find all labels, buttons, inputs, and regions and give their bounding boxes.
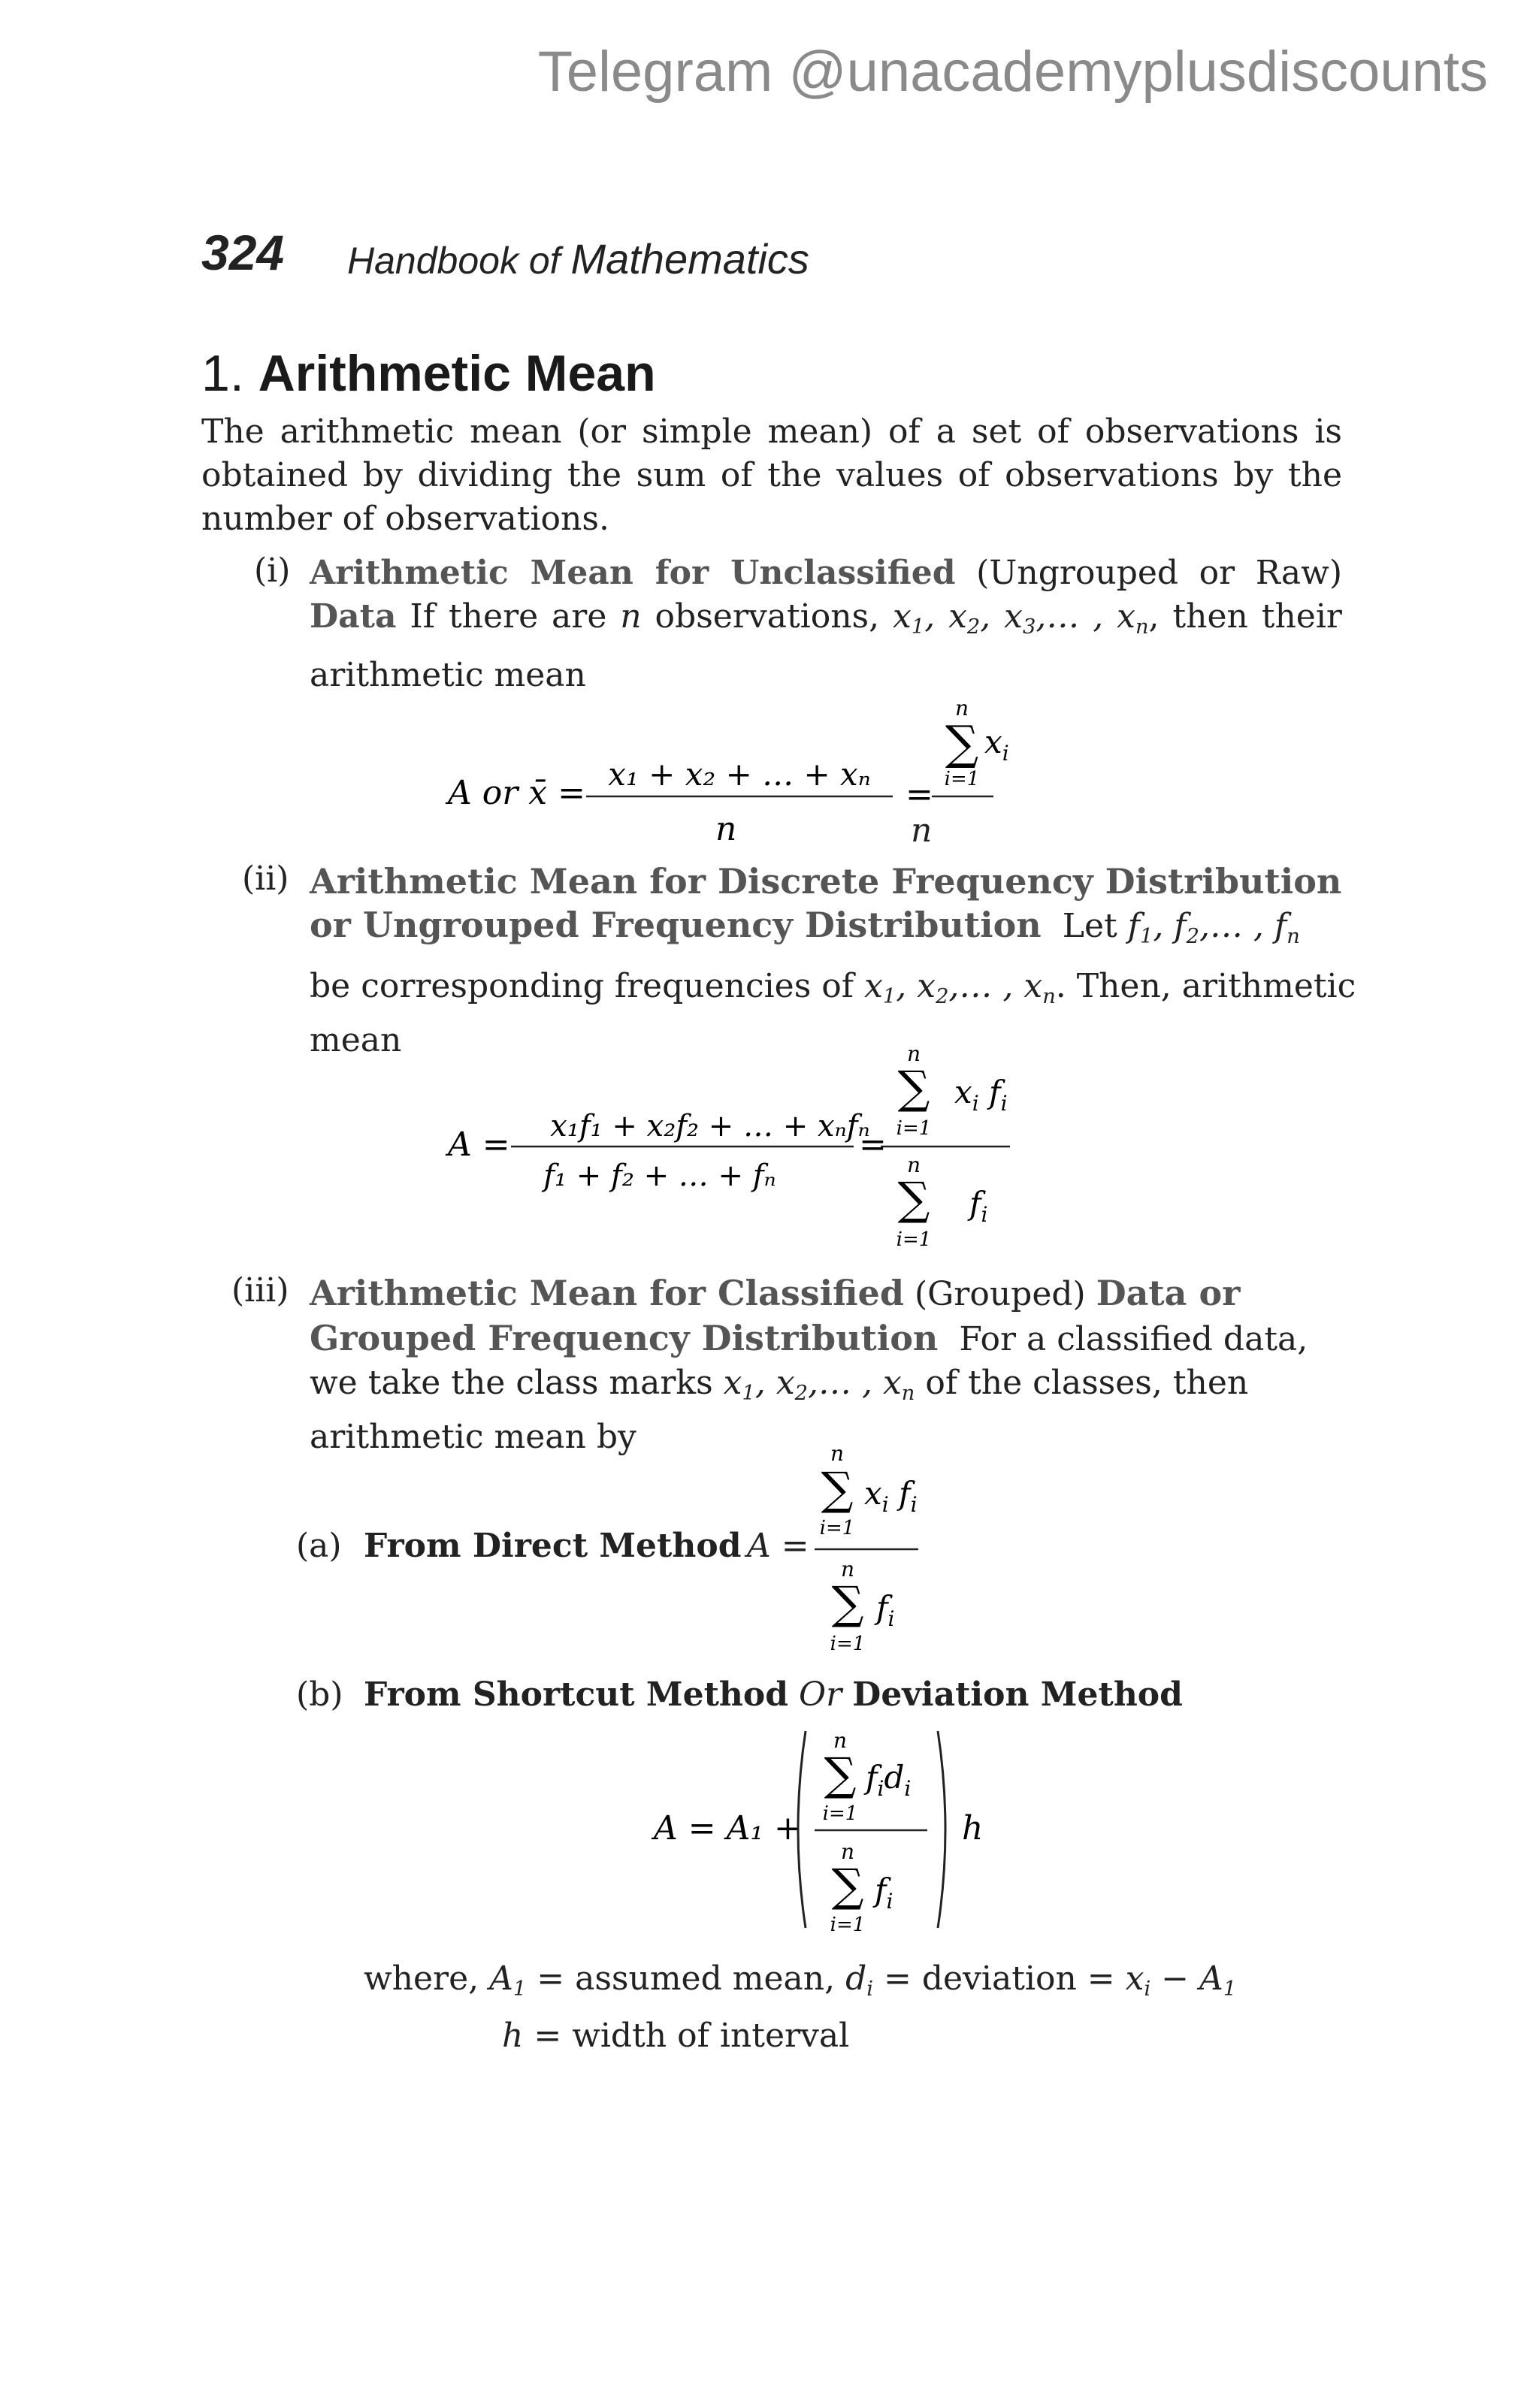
var-n: n	[620, 597, 642, 636]
item-a-title: From Direct Method	[364, 1527, 742, 1565]
item-i-text-a: If there are	[410, 597, 607, 636]
item-i-marker: (i)	[254, 551, 291, 590]
formula-1-equals: =	[906, 775, 933, 814]
formula-2-equals: =	[859, 1125, 887, 1164]
book-title-part-b: Mathematics	[570, 235, 809, 282]
item-ii-title-line-2: or Ungrouped Frequency Distribution	[310, 905, 1042, 945]
item-ii-line-4: mean	[310, 1021, 402, 1060]
intro-line-1: The arithmetic mean (or simple mean) of a set of observations is	[201, 412, 1342, 451]
item-iii-line3-b: of the classes, then	[925, 1364, 1249, 1402]
item-ii-line-2	[310, 903, 1342, 959]
formula-b-right-paren	[938, 1731, 945, 1928]
watermark: Telegram @unacademyplusdiscounts	[537, 40, 1488, 104]
item-iii-line-1	[310, 1271, 1342, 1316]
formula-1-lhs: A or x̄ =	[448, 774, 585, 812]
x-sequence-3: $x_1$, $x_2,\dots$ , $x_n$	[723, 1364, 915, 1406]
x-sequence: $x_1$, $x_2$, $x_3,\dots$ , $x_n$	[893, 597, 1149, 639]
item-ii-marker: (ii)	[242, 860, 289, 898]
item-ii-text	[310, 860, 1356, 1062]
formula-a-sigma2: ∑	[831, 1577, 864, 1630]
item-iii-line-3	[310, 1361, 1342, 1415]
formula-unclassified-mean	[421, 696, 1009, 849]
item-i-title-a: Arithmetic Mean for Unclassified	[310, 554, 956, 592]
where-line-1	[364, 1959, 1236, 2001]
formula-b-h: h	[962, 1809, 984, 1848]
formula-a-xifi: $x_i$ $f_i$	[864, 1475, 918, 1517]
formula-1-denominator-2: n	[911, 811, 933, 850]
formula-1-sigma: ∑	[945, 715, 979, 770]
item-i-line-1	[310, 551, 1342, 595]
formula-2-sigma2-upper: n	[906, 1153, 921, 1177]
book-title	[347, 234, 809, 283]
var-di: $d_i$	[845, 1959, 873, 2002]
item-i-text-c: , then their	[1148, 597, 1342, 636]
formula-2-sigma2: ∑	[897, 1173, 930, 1225]
formula-1-numerator: x₁ + x₂ + … + xₙ	[608, 756, 871, 793]
item-iii-text	[310, 1271, 1342, 1459]
formula-b-sigma-upper: n	[833, 1728, 848, 1753]
formula-a-fi: $f_i$	[876, 1589, 895, 1631]
item-i-text-b: observations,	[655, 597, 880, 636]
where-text-c: = deviation =	[883, 1959, 1115, 1998]
item-i-text	[310, 551, 1342, 697]
x-sequence-2: $x_1$, $x_2,\dots$ , $x_n$	[864, 967, 1056, 1009]
f-sequence: $f_1$, $f_2,\dots$ , $f_n$	[1127, 907, 1300, 949]
formula-1-sigma-lower: i=1	[944, 768, 980, 790]
formula-2-lhs: A =	[448, 1125, 510, 1164]
formula-a-sigma: ∑	[821, 1463, 854, 1515]
item-b-title-a: From Shortcut Method	[364, 1675, 789, 1714]
item-a-lhs: A =	[747, 1527, 809, 1565]
formula-b-fi: $f_i$	[875, 1872, 893, 1914]
formula-b-sigma: ∑	[824, 1748, 857, 1801]
item-ii-title-line-1: Arithmetic Mean for Discrete Frequency Distribution	[310, 861, 1342, 902]
item-a-marker: (a)	[296, 1527, 342, 1565]
item-i-line-2	[310, 595, 1342, 649]
var-h: h	[502, 2017, 524, 2055]
item-iii-title-line-2: Grouped Frequency Distribution	[310, 1318, 939, 1358]
where-text-a: where,	[364, 1959, 479, 1998]
formula-a-sigma-upper: n	[830, 1441, 845, 1466]
item-iii-text-line-2: For a classified data,	[959, 1320, 1308, 1358]
item-ii-line-3	[310, 965, 1356, 1019]
intro-line-3: number of observations.	[201, 500, 609, 538]
var-A1: $A_1$	[489, 1959, 527, 2002]
formula-direct-method	[812, 1443, 939, 1660]
formula-a-sigma2-lower: i=1	[830, 1633, 866, 1655]
formula-1-xi: $x_i$	[984, 724, 1009, 766]
item-b-title-or: Or	[799, 1675, 842, 1714]
item-i-line-3: arithmetic mean	[310, 656, 586, 695]
formula-shortcut-method	[646, 1721, 992, 1938]
section-title: Arithmetic Mean	[258, 345, 656, 402]
item-iii-title-a: Arithmetic Mean for Classified	[310, 1273, 904, 1313]
formula-b-sigma-lower: i=1	[822, 1802, 858, 1825]
item-b-title	[364, 1675, 1183, 1714]
where-line-2	[502, 2017, 849, 2055]
item-iii-line-4: arithmetic mean by	[310, 1418, 636, 1457]
item-iii-title-b: Data or	[1096, 1273, 1241, 1313]
formula-b-lhs: A = A₁ +	[654, 1809, 802, 1848]
item-iii-marker: (iii)	[231, 1271, 289, 1310]
page-number: 324	[201, 225, 285, 280]
item-ii-text-let: Let	[1062, 907, 1117, 945]
formula-a-sigma-lower: i=1	[819, 1517, 855, 1539]
formula-discrete-mean	[421, 1041, 1022, 1262]
item-b-marker: (b)	[296, 1675, 343, 1714]
formula-2-sigma: ∑	[897, 1062, 930, 1114]
item-iii-paren: (Grouped)	[914, 1275, 1086, 1313]
section-heading	[201, 344, 656, 403]
formula-2-sigma2-lower: i=1	[896, 1228, 932, 1251]
formula-2-fi: $f_i$	[969, 1185, 988, 1227]
item-ii-line3-b: . Then, arithmetic	[1055, 967, 1356, 1006]
where-text-line-2: = width of interval	[534, 2017, 850, 2055]
item-b-title-b: Deviation Method	[852, 1675, 1183, 1714]
where-text-b: = assumed mean,	[537, 1959, 836, 1998]
item-iii-line-2	[310, 1316, 1342, 1361]
formula-2-xifi: $x_i$ $f_i$	[954, 1074, 1008, 1116]
formula-2-numerator: x₁f₁ + x₂f₂ + … + xₙfₙ	[550, 1109, 870, 1144]
item-iii-line3-a: we take the class marks	[310, 1364, 713, 1402]
formula-b-fidi: $f_id_i$	[866, 1759, 912, 1801]
formula-b-sigma2-lower: i=1	[830, 1914, 866, 1936]
formula-1-denominator: n	[715, 810, 737, 848]
formula-b-sigma2: ∑	[831, 1860, 864, 1912]
formula-b-left-paren	[798, 1731, 806, 1928]
formula-2-sigma-lower: i=1	[896, 1117, 932, 1140]
intro-paragraph	[201, 410, 1342, 541]
formula-2-denominator: f₁ + f₂ + … + fₙ	[543, 1159, 776, 1193]
item-ii-line3-a: be corresponding frequencies of	[310, 967, 854, 1006]
formula-a-sigma2-upper: n	[840, 1557, 855, 1582]
item-i-paren: (Ungrouped or Raw)	[976, 554, 1342, 592]
deviation-expr: $x_i - A_1$	[1125, 1959, 1237, 2002]
formula-b-sigma2-upper: n	[840, 1839, 855, 1864]
formula-1-sigma-upper: n	[954, 696, 969, 721]
intro-line-2: obtained by dividing the sum of the values of observations by the	[201, 456, 1342, 494]
formula-2-sigma-upper: n	[906, 1041, 921, 1066]
section-number: 1.	[201, 345, 244, 402]
item-i-title-b: Data	[310, 597, 397, 636]
book-title-part-a: Handbook of	[347, 240, 561, 282]
